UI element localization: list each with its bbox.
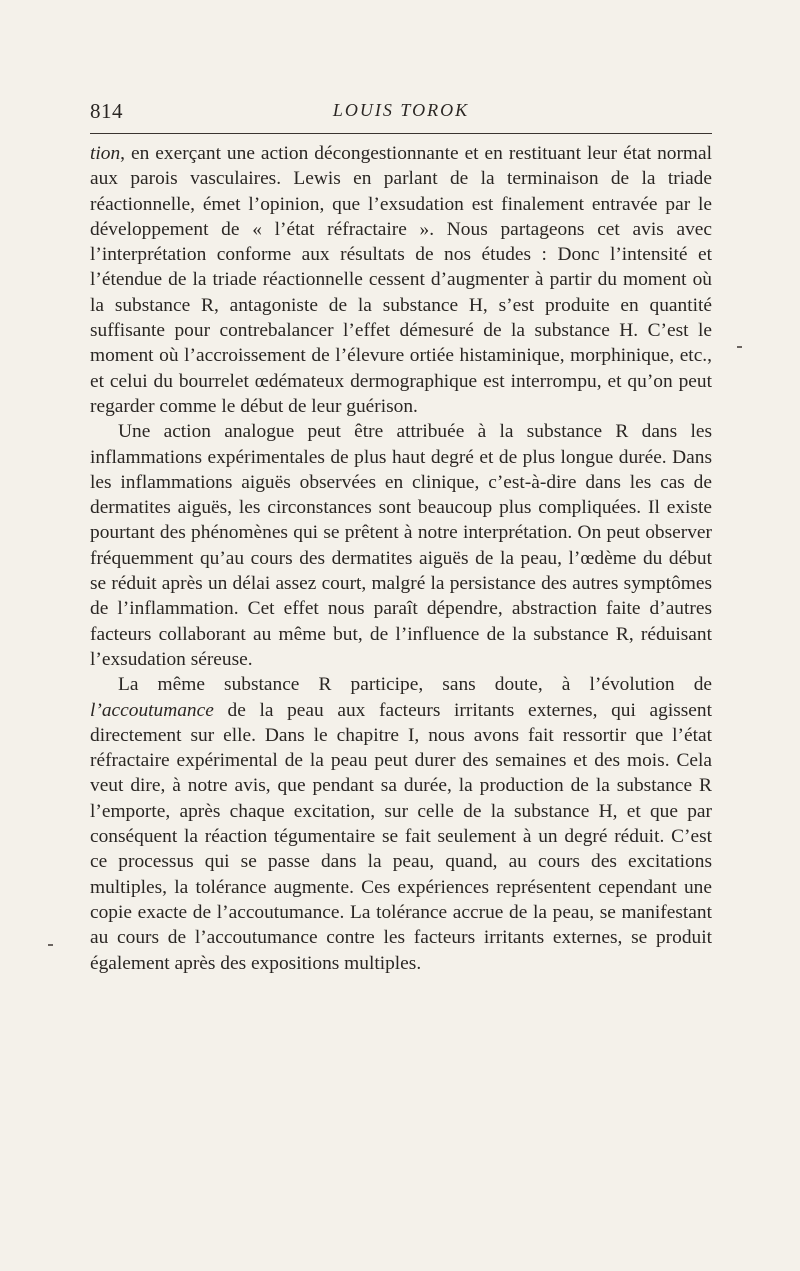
margin-mark	[737, 346, 742, 348]
continued-word: tion	[90, 143, 121, 164]
paragraph-3	[90, 672, 712, 976]
running-title: LOUIS TOROK	[332, 100, 470, 120]
page-number: 814	[90, 99, 123, 123]
margin-mark	[48, 944, 53, 946]
header-rule	[90, 133, 712, 134]
paragraph-2: Une action analogue peut être attribuée à la substance R dans les inflammations expérimentales de plus haut degré et de plus longue durée. Dans les inflammations aiguës observées en clinique, c’est-à-dire dans les cas de dermatites aiguës, les circonstances sont beaucoup plus compliquées. Il existe pourtant des phénomènes qui se prêtent à notre interprétation. On peut observer fréquemment qu’au cours des dermatites aiguës de la peau, l’œdème du début se réduit après un délai assez court, malgré la persistance des autres symptômes de l’inflammation. Cet effet nous paraît dépendre, abstraction faite d’autres facteurs collaborant au même but, de l’influence de la substance R, réduisant l’exsudation séreuse.	[90, 421, 712, 670]
paragraph-3-text-a: La même substance R participe, sans doute, à l’évolution de	[118, 674, 712, 696]
body-text	[90, 141, 712, 976]
emphasis-term: l’accoutumance	[90, 699, 214, 721]
page-header	[90, 99, 712, 125]
paragraph-1-text: , en exerçant une action décongestionnante et en restituant leur état normal aux parois vasculaires. Lewis en parlant de la terminaison de la triade réactionnelle, émet l’opinion, que l’exsudation est finalement entravée par le développement de « l’état réfractaire ». Nous partageons cet avis avec l’interprétation conforme aux résultats de nos études : Donc l’intensité et l’étendue de la triade réactionnelle cessent d’augmenter à partir du moment où la substance R, antagoniste de la substance H, s’est produite en quantité suffisante pour contrebalancer l’effet démesuré de la substance H. C’est le moment où l’accroissement de l’élevure ortiée histaminique, morphinique, etc., et celui du bourrelet œdémateux dermographique est interrompu, et qu’on peut regarder comme le début de leur guérison.	[90, 143, 712, 417]
paragraph-3-text-b: de la peau aux facteurs irritants externes, qui agissent directement sur elle. Dans le chapitre I, nous avons fait ressortir que l’état réfractaire expérimental de la peau peut durer des semaines et des mois. Cela veut dire, à notre avis, que pendant sa durée, la production de la substance R l’emporte, après chaque excitation, sur celle de la substance H, et que par conséquent la réaction tégumentaire se fait seulement à un degré réduit. C’est ce processus qui se passe dans la peau, quand, au cours des excitations multiples, la tolérance augmente. Ces expériences représentent cependant une copie exacte de l’accoutumance. La tolérance accrue de la peau, se manifestant au cours de l’accoutumance contre les facteurs irritants externes, se produit également après des expositions multiples.	[90, 699, 712, 974]
paragraph-1	[90, 141, 712, 419]
